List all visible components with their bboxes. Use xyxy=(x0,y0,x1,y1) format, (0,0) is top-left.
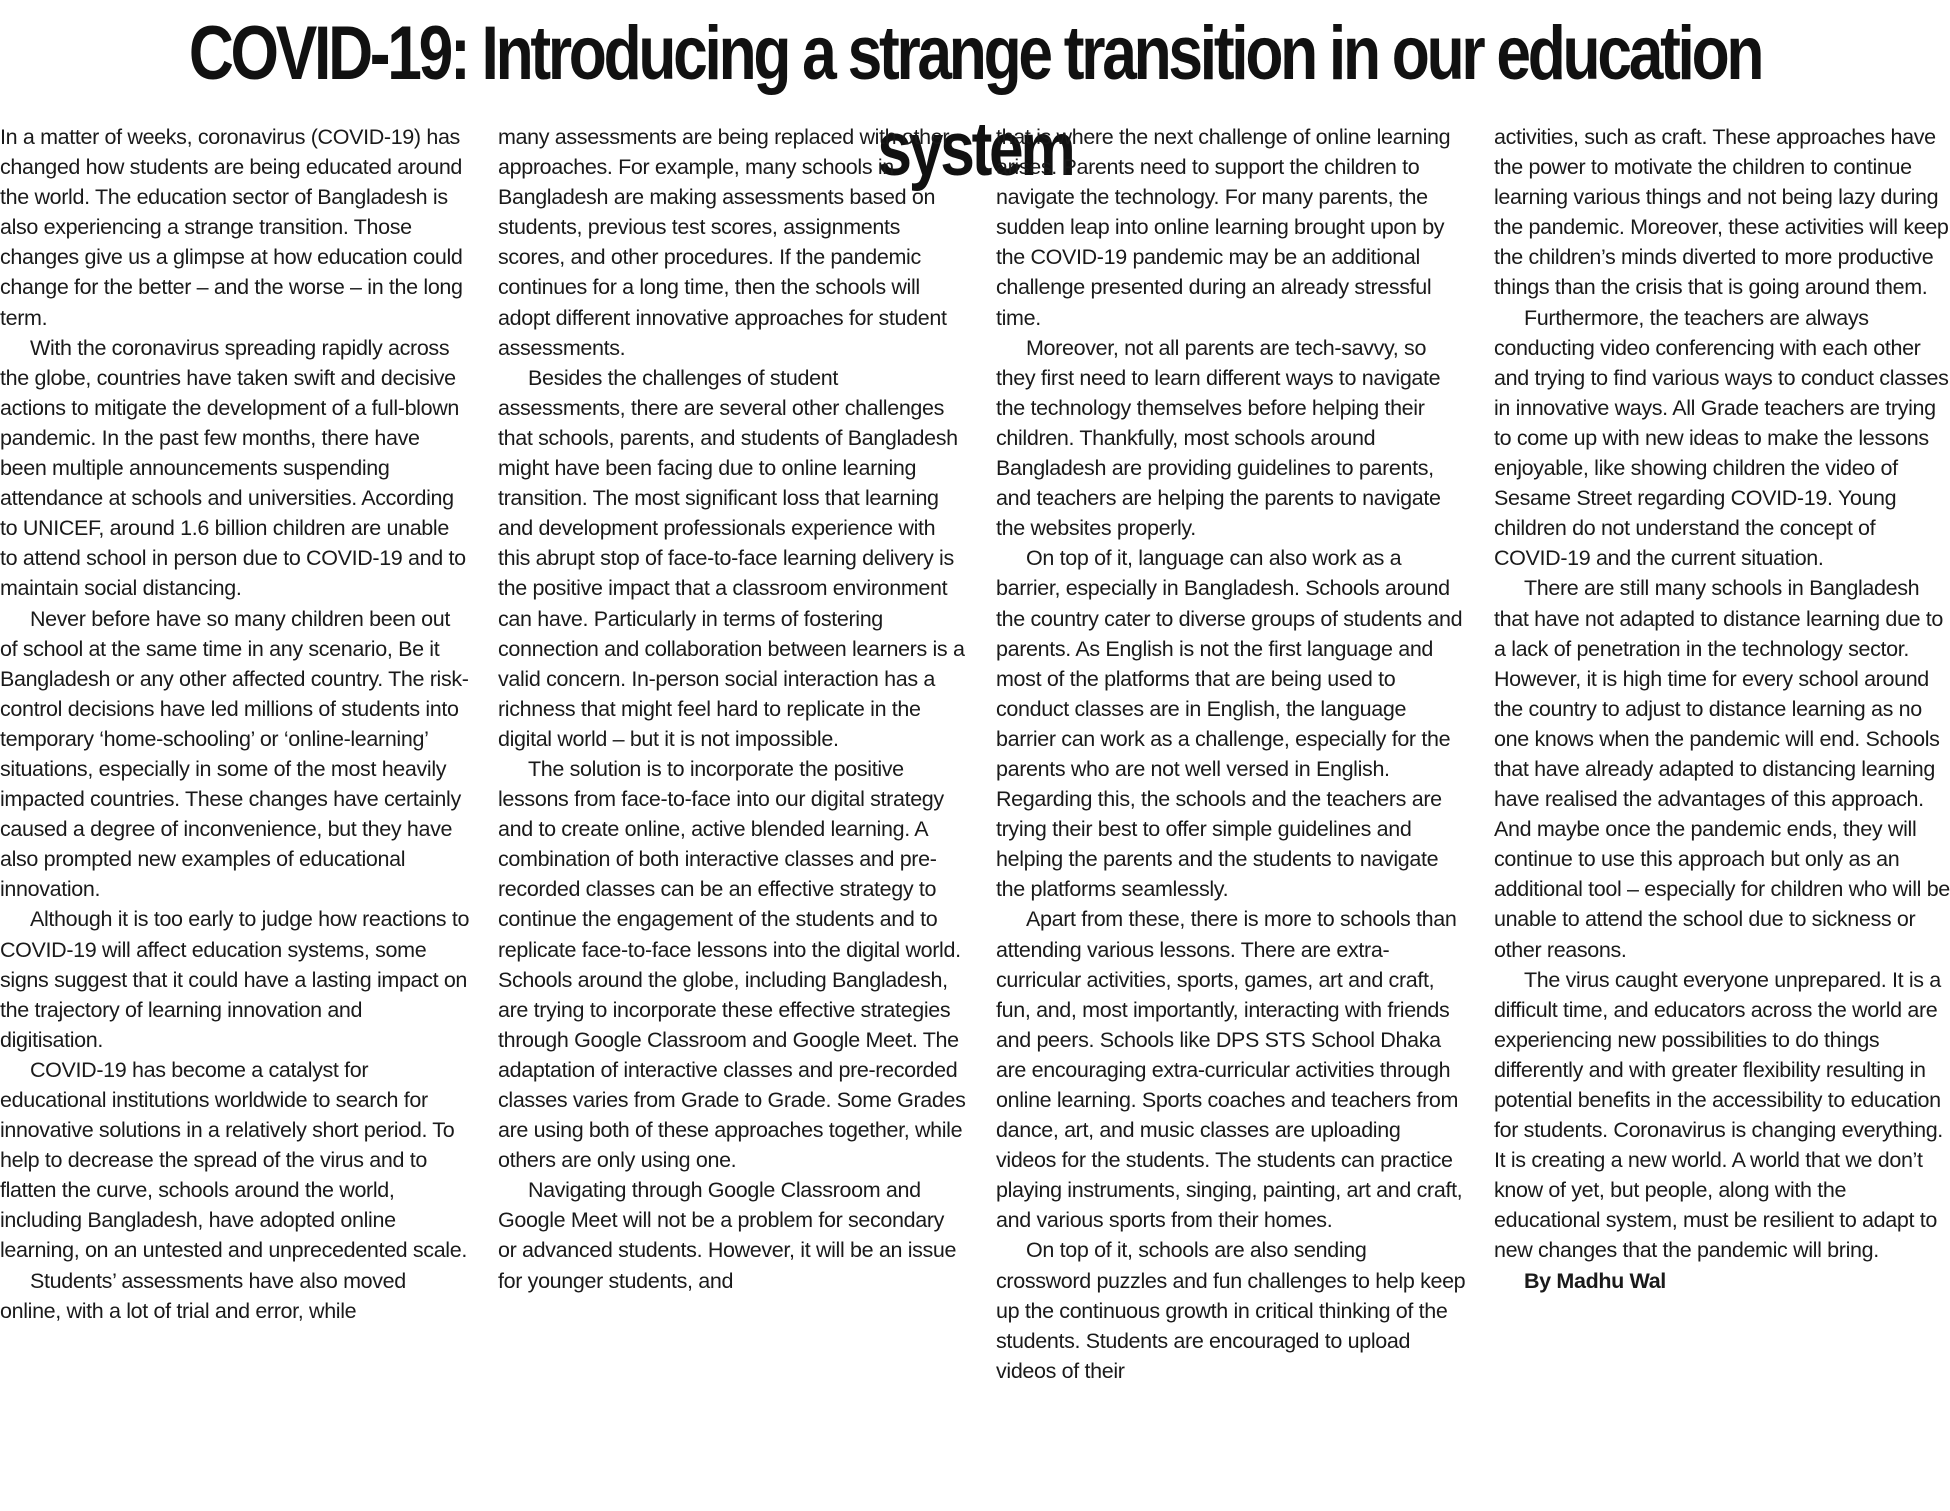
paragraph: There are still many schools in Bangladesh that have not adapted to distance learning due to a lack of penetration in the technology sector. However, it is high time for every school around the country to adjust to distance learning as no one knows when the pandemic will end. Schools that have already adapted to distancing learning have realised the advantages of this approach. And maybe once the pandemic ends, they will continue to use this approach but only as an additional tool – especially for children who will be unable to attend the school due to sickness or other reasons. xyxy=(1494,576,1950,962)
paragraph: Furthermore, the teachers are always conducting video conferencing with each other and trying to find various ways to conduct classes in innovative ways. All Grade teachers are trying to come up with new ideas to make the lessons enjoyable, like showing children the video of Sesame Street regarding COVID-19. Young children do not understand the concept of COVID-19 and the current situation. xyxy=(1494,305,1949,571)
paragraph: The solution is to incorporate the positive lessons from face-to-face into our digital strategy and to create online, active blended learning. A combination of both interactive classes and pre-recorded classes can be an effective strategy to continue the engagement of the students and to replicate face-to-face lessons into the digital world. Schools around the globe, including Bangladesh, are trying to incorporate these effective strategies through Google Classroom and Google Meet. The adaptation of interactive classes and pre-recorded classes varies from Grade to Grade. Some Grades are using both of these approaches together, while others are only using one. xyxy=(498,756,966,1173)
paragraph: On top of it, language can also work as a barrier, especially in Bangladesh. Schools around the country cater to diverse groups of students and parents. As English is not the first language and most of the platforms that are being used to conduct classes are in English, the language barrier can work as a challenge, especially for the parents who are not well versed in English. Regarding this, the schools and the teachers are trying their best to offer simple guidelines and helping the parents and the students to navigate the platforms seamlessly. xyxy=(996,546,1463,902)
paragraph: COVID-19 has become a catalyst for educational institutions worldwide to search for innovative solutions in a relatively short period. To help to decrease the spread of the virus and to flatten the curve, schools around the world, including Bangladesh, have adopted online learning, on an untested and unprecedented scale. xyxy=(0,1057,467,1263)
paragraph: Navigating through Google Classroom and Google Meet will not be a problem for secondary or advanced students. However, it will be an issue for younger students, and xyxy=(498,1178,957,1293)
article-column-3 xyxy=(996,122,1466,1507)
paragraph: Never before have so many children been out of school at the same time in any scenario, Be it Bangladesh or any other affected country. The risk-control decisions have led millions of students into temporary ‘home-schooling’ or ‘online-learning’ situations, especially in some of the most heavily impacted countries. These changes have certainly caused a degree of inconvenience, but they have also prompted new examples of educational innovation. xyxy=(0,606,469,902)
paragraph: Besides the challenges of student assessments, there are several other challenges that schools, parents, and students of Bangladesh might have been facing due to online learning transition. The most significant loss that learning and development professionals experience with this abrupt stop of face-to-face learning delivery is the positive impact that a classroom environment can have. Particularly in terms of fostering connection and collaboration between learners is a valid concern. In-person social interaction has a richness that might feel hard to replicate in the digital world – but it is not impossible. xyxy=(498,365,965,751)
paragraph: many assessments are being replaced with other approaches. For example, many schools in Bangladesh are making assessments based on students, previous test scores, assignments scores, and other procedures. If the pandemic continues for a long time, then the schools will adopt different innovative approaches for student assessments. xyxy=(498,125,950,360)
paragraph: On top of it, schools are also sending crossword puzzles and fun challenges to help keep up the continuous growth in critical thinking of the students. Students are encouraged to upload videos of their xyxy=(996,1238,1466,1383)
paragraph: activities, such as craft. These approaches have the power to motivate the children to continue learning various things and not being lazy during the pandemic. Moreover, these activities will keep the children’s minds diverted to more productive things than the crisis that is going around them. xyxy=(1494,125,1949,300)
paragraph: In a matter of weeks, coronavirus (COVID-19) has changed how students are being educated around the world. The education sector of Bangladesh is also experiencing a strange transition. Those changes give us a glimpse at how education could change for the better – and the worse – in the long term. xyxy=(0,125,463,330)
paragraph: With the coronavirus spreading rapidly across the globe, countries have taken swift and decisive actions to mitigate the development of a full-blown pandemic. In the past few months, there have been multiple announcements suspending attendance at schools and universities. According to UNICEF, around 1.6 billion children are unable to attend school in person due to COVID-19 and to maintain social distancing. xyxy=(0,335,466,601)
paragraph: Although it is too early to judge how reactions to COVID-19 will affect education systems, some signs suggest that it could have a lasting impact on the trajectory of learning innovation and digitisation. xyxy=(0,907,470,1052)
byline: By Madhu Wal xyxy=(1524,1268,1666,1293)
paragraph: that is where the next challenge of online learning arises. Parents need to support the children to navigate the technology. For many parents, the sudden leap into online learning brought upon by the COVID-19 pandemic may be an additional challenge presented during an already stressful time. xyxy=(996,125,1451,330)
article-column-4 xyxy=(1494,122,1950,1507)
paragraph: Moreover, not all parents are tech-savvy, so they first need to learn different ways to navigate the technology themselves before helping their children. Thankfully, most schools around Bangladesh are providing guidelines to parents, and teachers are helping the parents to navigate the websites properly. xyxy=(996,335,1441,541)
article-column-2 xyxy=(498,122,968,1507)
paragraph: The virus caught everyone unprepared. It is a difficult time, and educators across the world are experiencing new possibilities to do things differently and with greater flexibility resulting in potential benefits in the accessibility to education for students. Coronavirus is changing everything. It is creating a new world. A world that we don’t know of yet, but people, along with the educational system, must be resilient to adapt to new changes that the pandemic will bring. xyxy=(1494,967,1943,1263)
paragraph: Students’ assessments have also moved online, with a lot of trial and error, while xyxy=(0,1268,406,1323)
headline: COVID-19: Introducing a strange transition in our education system xyxy=(188,11,1762,192)
article-column-1 xyxy=(0,122,470,1507)
paragraph: Apart from these, there is more to schools than attending various lessons. There are extra-curricular activities, sports, games, art and craft, fun, and, most importantly, interacting with friends and peers. Schools like DPS STS School Dhaka are encouraging extra-curricular activities through online learning. Sports coaches and teachers from dance, art, and music classes are uploading videos for the students. The students can practice playing instruments, singing, painting, art and craft, and various sports from their homes. xyxy=(996,907,1463,1233)
